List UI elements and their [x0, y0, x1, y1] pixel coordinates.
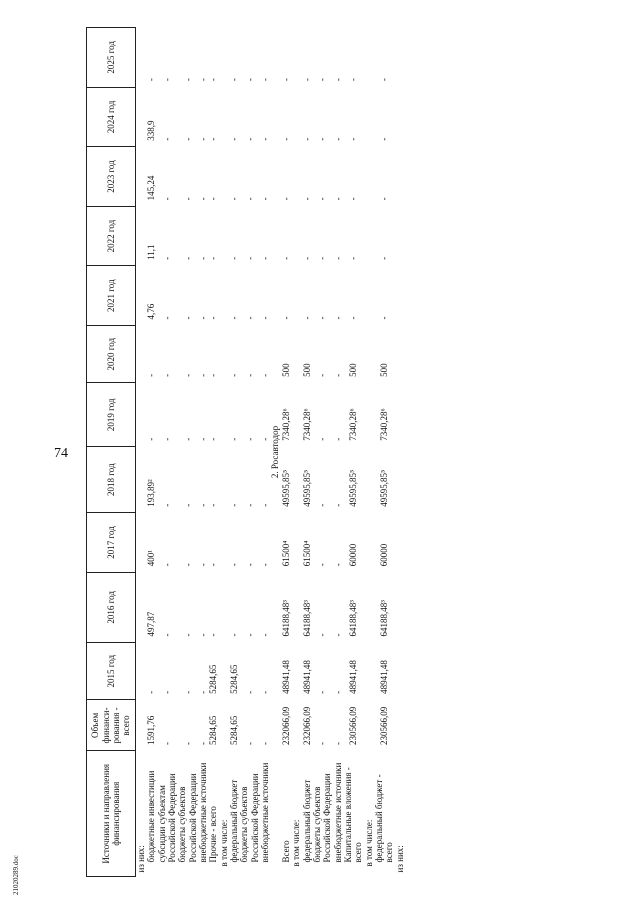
row-value: -: [332, 197, 343, 201]
column-header: 2023 год: [87, 147, 136, 207]
row-value: -: [161, 316, 172, 320]
row-value: [219, 700, 229, 751]
row-value: -: [317, 437, 328, 441]
row-value: -: [301, 316, 312, 320]
table-row: [312, 28, 333, 877]
row-value: -: [379, 78, 390, 82]
row-value: [136, 642, 147, 699]
row-value: -: [280, 256, 291, 260]
row-value: 49595,85⁵: [348, 469, 359, 507]
section-title: 2. Росавтодор: [270, 425, 281, 479]
row-value: 5284,65: [208, 715, 219, 745]
row-value: -: [146, 437, 157, 441]
row-value: -: [332, 373, 343, 377]
column-header: 2018 год: [87, 447, 136, 513]
page-number: 74: [54, 446, 68, 461]
row-value: 48941,48: [301, 660, 312, 694]
row-value: 500: [301, 363, 312, 377]
row-value: -: [317, 503, 328, 507]
row-value: [291, 206, 301, 266]
row-value: 497,87: [146, 611, 157, 637]
table-row: [364, 28, 374, 877]
row-value: 230566,09: [379, 706, 390, 745]
row-value: [395, 572, 405, 642]
row-value: [219, 513, 229, 573]
row-value: -: [317, 256, 328, 260]
row-value: [395, 147, 405, 207]
row-value: -: [244, 503, 255, 507]
row-value: -: [208, 633, 219, 637]
row-value: [219, 325, 229, 382]
row-label: бюджеты субъектов Российской Федерации: [311, 773, 333, 863]
row-value: [136, 325, 147, 382]
row-value: -: [161, 137, 172, 141]
column-header: 2016 год: [87, 572, 136, 642]
row-value: 64188,48³: [379, 600, 390, 637]
row-value: -: [161, 437, 172, 441]
row-value: [364, 572, 374, 642]
row-value: 49595,85⁵: [379, 469, 390, 507]
row-value: -: [229, 437, 240, 441]
row-value: -: [182, 741, 193, 745]
row-label: бюджетные инвестиции: [146, 770, 157, 863]
row-value: [136, 28, 147, 88]
row-value: -: [348, 137, 359, 141]
row-value: -: [198, 256, 209, 260]
row-value: [291, 28, 301, 88]
column-header: 2015 год: [87, 642, 136, 699]
row-value: -: [317, 373, 328, 377]
row-value: 338,9: [146, 120, 157, 141]
row-value: [364, 325, 374, 382]
row-value: [395, 700, 405, 751]
table-row: [291, 28, 301, 877]
row-value: -: [229, 256, 240, 260]
row-value: -: [348, 197, 359, 201]
row-label: субсидии субъектам Российской Федерации: [156, 773, 178, 863]
column-header: 2019 год: [87, 383, 136, 447]
row-value: [136, 206, 147, 266]
row-label: внебюджетные источники: [198, 762, 209, 863]
row-label: из них:: [394, 845, 405, 873]
financing-table-container: [86, 27, 541, 877]
row-value: -: [161, 373, 172, 377]
table-row: [157, 28, 178, 877]
row-value: -: [146, 373, 157, 377]
row-value: 64188,48³: [301, 600, 312, 637]
row-value: -: [182, 633, 193, 637]
table-row: [281, 28, 291, 877]
row-value: -: [208, 256, 219, 260]
row-value: 5284,65: [208, 664, 219, 694]
row-value: [364, 28, 374, 88]
row-value: -: [260, 316, 271, 320]
row-label: из них:: [136, 845, 146, 873]
row-value: [136, 572, 147, 642]
row-value: -: [317, 741, 328, 745]
row-value: 7340,28⁶: [348, 408, 359, 441]
row-label: бюджеты субъектов Российской Федерации: [177, 773, 198, 863]
row-value: -: [332, 690, 343, 694]
row-value: -: [198, 197, 209, 201]
row-value: -: [244, 256, 255, 260]
row-value: 500: [379, 363, 390, 377]
row-value: -: [317, 690, 328, 694]
row-value: -: [208, 78, 219, 82]
row-value: -: [260, 373, 271, 377]
row-value: -: [229, 78, 240, 82]
row-value: -: [229, 633, 240, 637]
row-value: -: [244, 563, 255, 567]
row-value: -: [146, 690, 157, 694]
row-value: 64188,48³: [348, 600, 359, 637]
row-value: -: [244, 373, 255, 377]
row-value: -: [182, 437, 193, 441]
row-value: -: [379, 256, 390, 260]
row-value: -: [260, 690, 271, 694]
column-header: 2020 год: [87, 325, 136, 382]
row-label: бюджеты субъектов Российской Федерации: [239, 773, 260, 863]
column-header: 2025 год: [87, 28, 136, 88]
row-value: -: [348, 316, 359, 320]
column-header: 2017 год: [87, 513, 136, 573]
row-value: -: [229, 503, 240, 507]
row-value: -: [332, 633, 343, 637]
row-label: в том числе:: [363, 819, 374, 867]
table-row: [208, 28, 218, 877]
column-header: 2022 год: [87, 206, 136, 266]
row-value: -: [348, 256, 359, 260]
row-value: [291, 383, 301, 447]
row-value: [219, 266, 229, 326]
row-value: -: [208, 437, 219, 441]
row-value: -: [348, 78, 359, 82]
row-label: в том числе:: [218, 819, 229, 867]
row-value: -: [161, 197, 172, 201]
row-value: [136, 87, 147, 147]
row-value: 7340,28⁶: [301, 408, 312, 441]
column-header: 2024 год: [87, 87, 136, 147]
row-value: -: [198, 373, 209, 377]
row-value: -: [208, 373, 219, 377]
row-value: -: [332, 316, 343, 320]
row-value: -: [260, 197, 271, 201]
row-value: -: [161, 690, 172, 694]
row-value: [219, 447, 229, 513]
row-value: 11,1: [146, 244, 157, 260]
table-row: [302, 28, 312, 877]
file-footer: 21020289.doc: [12, 855, 20, 895]
row-value: [291, 87, 301, 147]
table-row: [177, 28, 198, 877]
row-label: Всего: [280, 840, 291, 863]
row-value: [364, 147, 374, 207]
column-header: 2021 год: [87, 266, 136, 326]
row-value: -: [208, 137, 219, 141]
row-value: [136, 513, 147, 573]
row-value: [364, 513, 374, 573]
row-value: -: [244, 316, 255, 320]
row-value: -: [182, 78, 193, 82]
row-value: [291, 325, 301, 382]
row-value: 60000: [348, 543, 359, 567]
row-value: -: [379, 197, 390, 201]
row-value: 48941,48: [348, 660, 359, 694]
row-value: [291, 147, 301, 207]
row-label: Капитальные вложения - всего: [342, 767, 364, 863]
table-row: [343, 28, 364, 877]
row-value: 193,89²: [146, 479, 157, 507]
row-value: -: [317, 78, 328, 82]
row-value: -: [182, 197, 193, 201]
row-value: -: [208, 197, 219, 201]
row-value: -: [182, 690, 193, 694]
row-value: [395, 383, 405, 447]
row-value: -: [317, 633, 328, 637]
row-value: -: [229, 373, 240, 377]
row-value: -: [198, 316, 209, 320]
row-value: 60000: [379, 543, 390, 567]
row-value: -: [332, 503, 343, 507]
row-value: -: [317, 316, 328, 320]
row-value: [395, 642, 405, 699]
row-value: 230566,09: [348, 706, 359, 745]
row-value: 400¹: [146, 550, 157, 567]
row-value: [219, 87, 229, 147]
row-value: [136, 147, 147, 207]
row-value: [291, 700, 301, 751]
table-header-row: [87, 28, 136, 877]
row-value: 7340,28⁶: [280, 408, 291, 441]
row-value: 7340,28⁶: [379, 408, 390, 441]
row-value: [364, 700, 374, 751]
row-label: в том числе:: [291, 819, 302, 867]
row-value: 4,76: [146, 303, 157, 320]
row-value: -: [260, 503, 271, 507]
table-row: [136, 28, 147, 877]
row-value: 49595,85⁵: [280, 469, 291, 507]
row-value: [136, 383, 147, 447]
row-value: -: [332, 563, 343, 567]
row-value: 49595,85⁵: [301, 469, 312, 507]
row-value: -: [332, 137, 343, 141]
row-label: внебюджетные источники: [260, 762, 271, 863]
row-value: -: [198, 137, 209, 141]
row-label: федеральный бюджет: [301, 779, 312, 863]
row-value: 500: [280, 363, 291, 377]
row-value: [291, 642, 301, 699]
row-value: -: [317, 197, 328, 201]
row-value: 61500⁴: [280, 540, 291, 567]
row-value: 145,24: [146, 175, 157, 201]
row-value: -: [260, 78, 271, 82]
row-value: -: [161, 78, 172, 82]
row-value: [395, 206, 405, 266]
row-value: [136, 266, 147, 326]
row-value: -: [332, 437, 343, 441]
row-value: -: [182, 316, 193, 320]
row-value: -: [332, 741, 343, 745]
row-value: 48941,48: [379, 660, 390, 694]
row-value: -: [229, 316, 240, 320]
row-value: -: [244, 137, 255, 141]
row-value: 1591,76: [146, 715, 157, 745]
row-value: [219, 28, 229, 88]
row-value: 232066,09: [280, 706, 291, 745]
row-value: [291, 447, 301, 513]
row-value: -: [280, 316, 291, 320]
row-value: [219, 147, 229, 207]
column-header: Объем финанси-рования - всего: [87, 700, 136, 751]
row-value: -: [229, 197, 240, 201]
row-value: -: [182, 373, 193, 377]
row-value: [364, 383, 374, 447]
row-label: внебюджетные источники: [332, 762, 343, 863]
row-value: -: [198, 741, 209, 745]
row-value: -: [198, 690, 209, 694]
row-value: -: [317, 137, 328, 141]
row-value: [364, 206, 374, 266]
row-value: 61500⁴: [301, 540, 312, 567]
row-value: -: [301, 256, 312, 260]
row-value: -: [182, 503, 193, 507]
row-value: -: [198, 503, 209, 507]
row-value: -: [280, 78, 291, 82]
row-value: -: [332, 78, 343, 82]
row-value: -: [260, 137, 271, 141]
row-value: -: [379, 316, 390, 320]
row-value: -: [161, 256, 172, 260]
row-value: [219, 206, 229, 266]
row-value: -: [229, 137, 240, 141]
row-value: [364, 642, 374, 699]
row-value: [395, 87, 405, 147]
table-row: [198, 28, 208, 877]
row-value: -: [244, 741, 255, 745]
row-value: [395, 266, 405, 326]
row-value: [364, 87, 374, 147]
row-value: [291, 513, 301, 573]
row-value: 5284,65: [229, 715, 240, 745]
row-value: -: [208, 503, 219, 507]
table-row: [239, 28, 260, 877]
row-label: федеральный бюджет: [229, 779, 240, 863]
row-value: -: [301, 197, 312, 201]
row-value: 64188,48³: [280, 600, 291, 637]
row-value: -: [244, 690, 255, 694]
row-value: -: [198, 78, 209, 82]
row-value: -: [198, 437, 209, 441]
column-header: Источники и направления финансирования: [87, 751, 136, 877]
row-value: -: [301, 78, 312, 82]
table-row: [229, 28, 239, 877]
row-value: -: [161, 503, 172, 507]
table-row: [333, 28, 343, 877]
row-value: 48941,48: [280, 660, 291, 694]
table-row: [260, 28, 270, 877]
row-value: [395, 28, 405, 88]
row-value: [291, 266, 301, 326]
row-value: -: [244, 437, 255, 441]
row-value: 500: [348, 363, 359, 377]
table-row: [219, 28, 229, 877]
row-value: -: [244, 78, 255, 82]
row-value: -: [244, 633, 255, 637]
row-value: -: [280, 197, 291, 201]
row-value: [136, 700, 147, 751]
row-value: [291, 572, 301, 642]
row-value: [395, 325, 405, 382]
row-value: -: [260, 256, 271, 260]
row-value: 5284,65: [229, 664, 240, 694]
row-value: -: [198, 633, 209, 637]
row-value: -: [182, 256, 193, 260]
row-value: [364, 447, 374, 513]
row-value: 232066,09: [301, 706, 312, 745]
row-value: -: [379, 137, 390, 141]
row-value: -: [244, 197, 255, 201]
row-value: -: [208, 563, 219, 567]
row-value: -: [317, 563, 328, 567]
row-value: -: [301, 137, 312, 141]
row-value: [219, 642, 229, 699]
row-value: -: [161, 563, 172, 567]
row-value: [364, 266, 374, 326]
row-value: [395, 513, 405, 573]
row-value: [219, 383, 229, 447]
row-value: -: [161, 741, 172, 745]
row-value: -: [146, 78, 157, 82]
row-value: -: [182, 137, 193, 141]
row-value: [136, 447, 147, 513]
row-value: -: [260, 563, 271, 567]
row-value: -: [332, 256, 343, 260]
section-row: [270, 28, 280, 877]
table-row: [395, 28, 405, 877]
financing-table: [86, 27, 405, 877]
row-value: -: [182, 563, 193, 567]
table-row: [374, 28, 395, 877]
table-body: [136, 28, 405, 877]
row-value: -: [260, 741, 271, 745]
row-value: [395, 447, 405, 513]
row-value: -: [260, 437, 271, 441]
row-value: -: [229, 563, 240, 567]
row-label: федеральный бюджет - всего: [373, 774, 395, 863]
row-value: -: [198, 563, 209, 567]
row-label: Прочие - всего: [208, 806, 219, 863]
row-value: -: [208, 316, 219, 320]
row-value: -: [161, 633, 172, 637]
row-value: -: [260, 633, 271, 637]
table-row: [146, 28, 156, 877]
row-value: -: [280, 137, 291, 141]
row-value: [219, 572, 229, 642]
